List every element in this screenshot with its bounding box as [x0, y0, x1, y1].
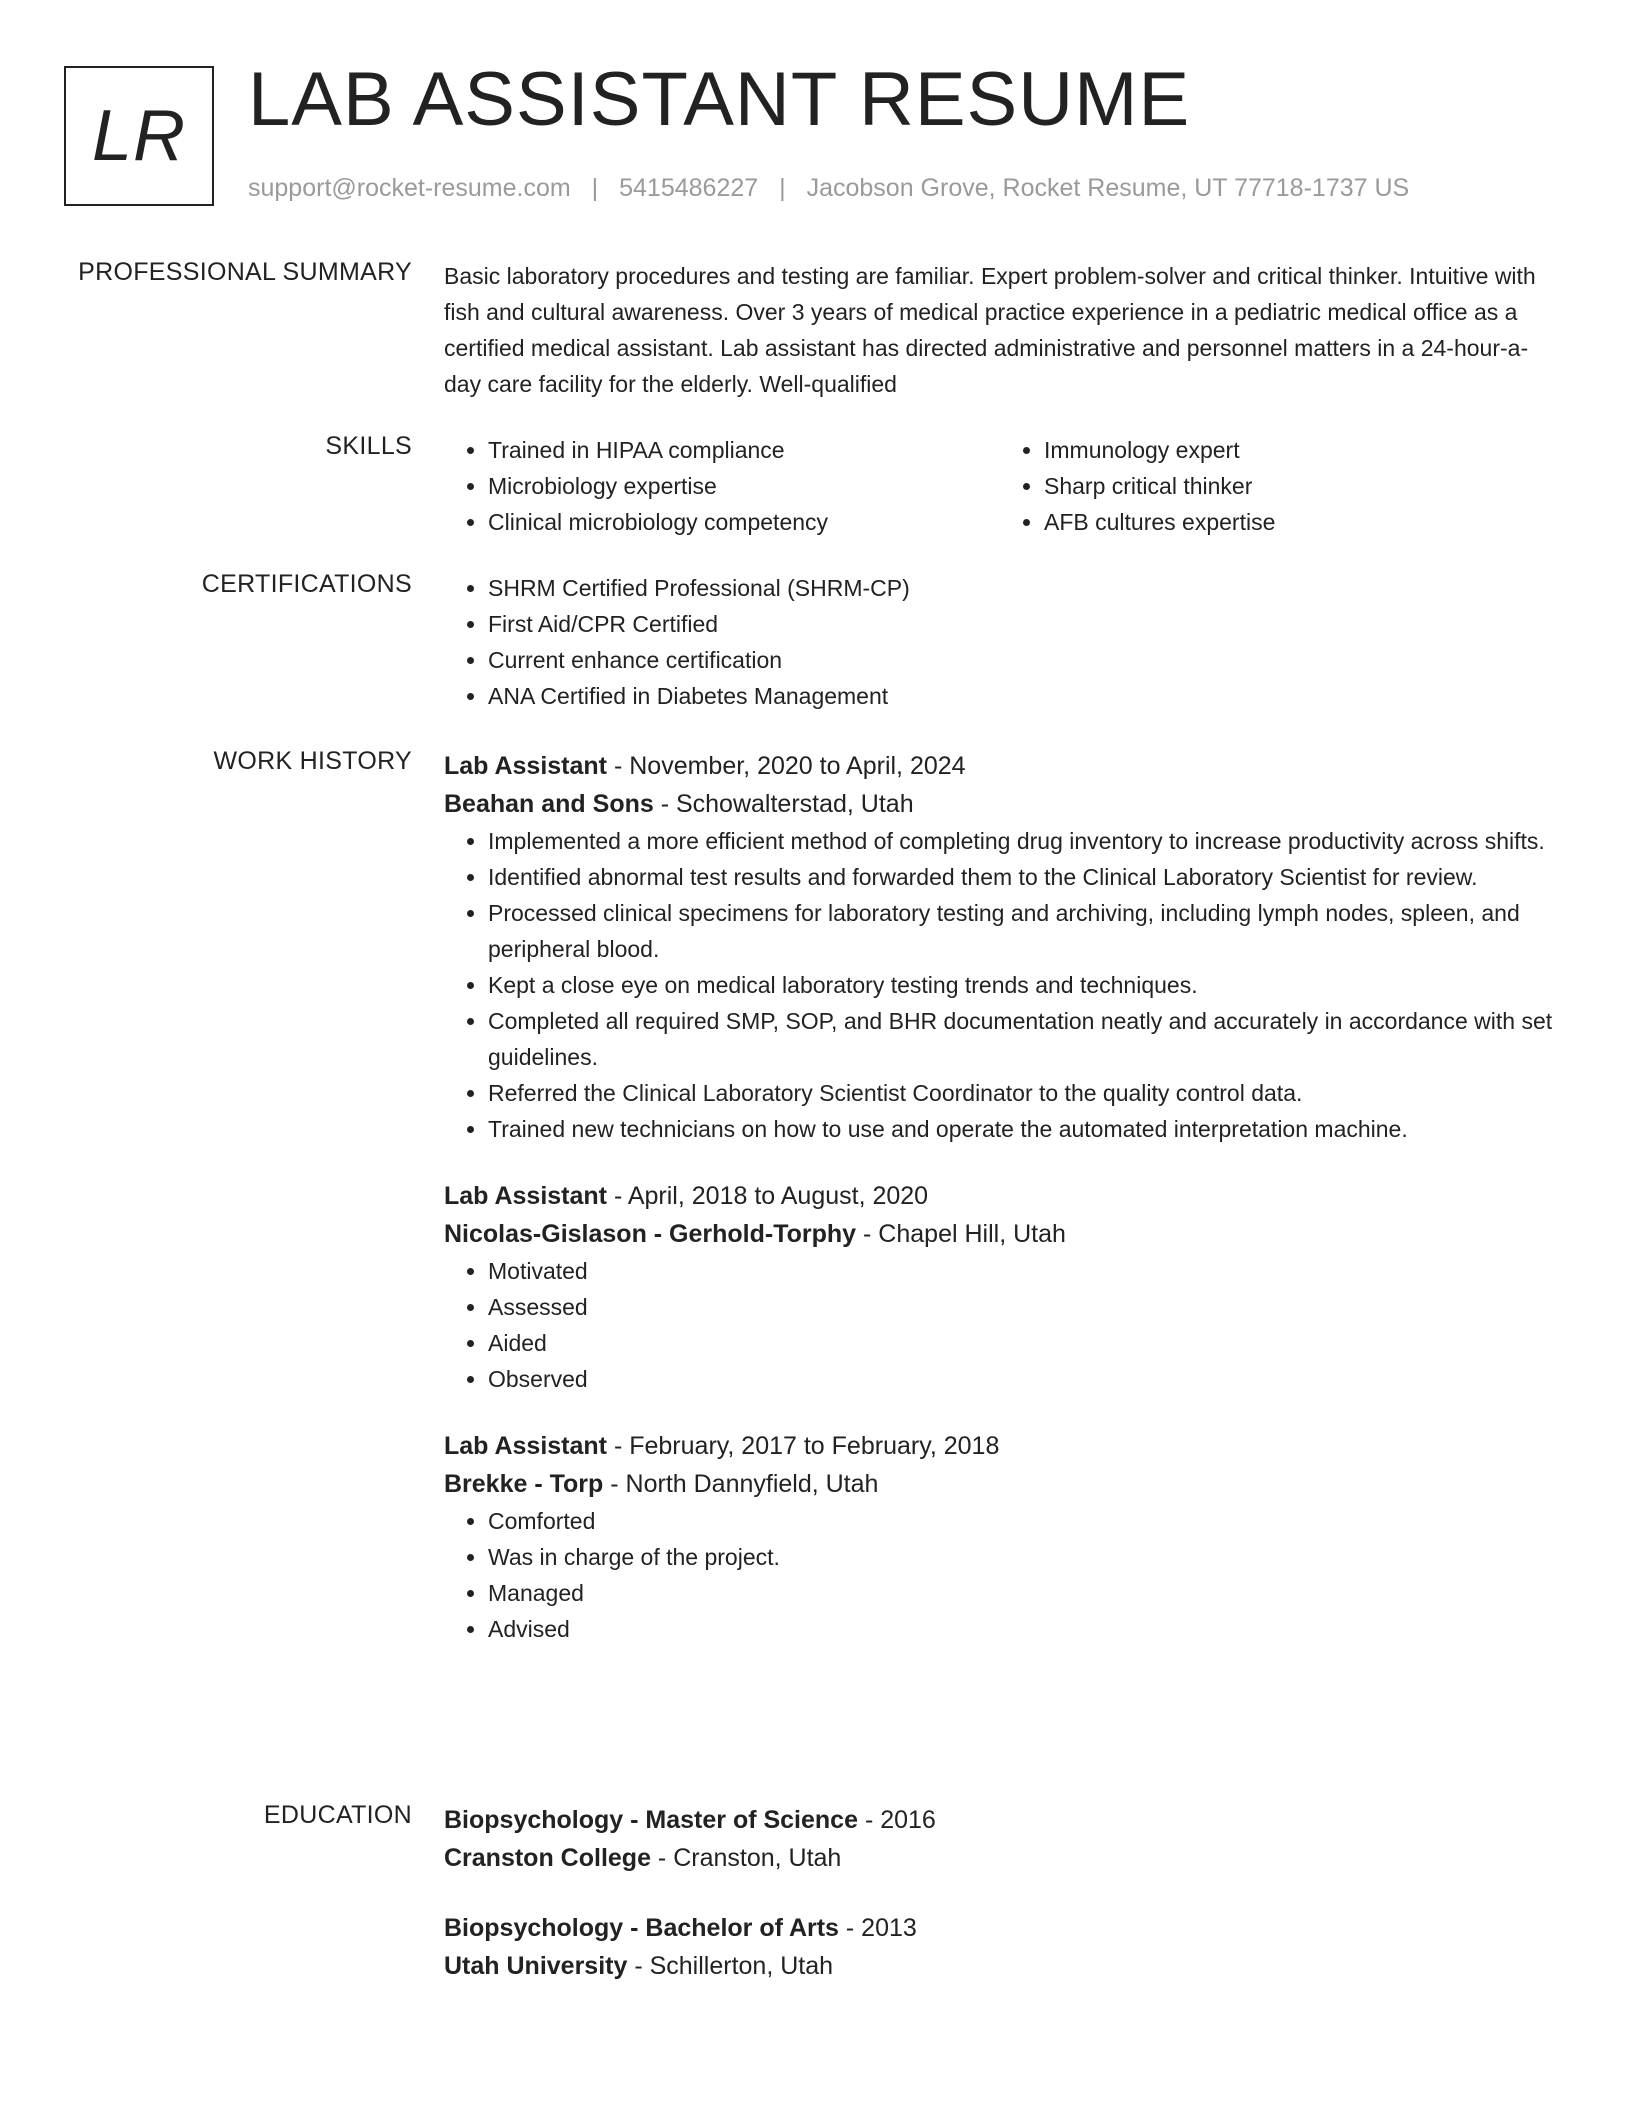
- contact-email[interactable]: support@rocket-resume.com: [248, 174, 571, 202]
- job-dates: - November, 2020 to April, 2024: [607, 752, 966, 780]
- job-duty: • Comforted: [488, 1503, 1556, 1539]
- education-school-line: [444, 1947, 1556, 1985]
- section-heading-education: EDUCATION: [263, 1801, 412, 1829]
- skills-list-right: [1000, 432, 1556, 540]
- skill-item: • Immunology expert: [1044, 432, 1556, 468]
- job-entry: [444, 1177, 1556, 1397]
- job-duty: • Motivated: [488, 1253, 1556, 1289]
- job-dates: - April, 2018 to August, 2020: [607, 1182, 929, 1210]
- certification-item: • SHRM Certified Professional (SHRM-CP): [488, 570, 1556, 606]
- education-school: Cranston College: [444, 1844, 651, 1872]
- job-duty: • Assessed: [488, 1289, 1556, 1325]
- education-school-line: [444, 1839, 1556, 1877]
- section-heading-certifications: CERTIFICATIONS: [201, 570, 412, 598]
- job-duty: • Was in charge of the project.: [488, 1539, 1556, 1575]
- job-company-line: [444, 785, 1556, 823]
- job-title-line: [444, 747, 1556, 785]
- job-location: - Schowalterstad, Utah: [653, 790, 914, 818]
- job-duty: • Processed clinical specimens for laboratory testing and archiving, including lymph nodes, spleen, and peripheral blood.: [488, 895, 1556, 967]
- skill-item: • Clinical microbiology competency: [488, 504, 1000, 540]
- job-duty: • Kept a close eye on medical laboratory testing trends and techniques.: [488, 967, 1556, 1003]
- contact-address: Jacobson Grove, Rocket Resume, UT 77718-1737 US: [806, 174, 1410, 202]
- education-entry: [444, 1801, 1556, 1877]
- summary-text: Basic laboratory procedures and testing are familiar. Expert problem-solver and critical thinker. Intuitive with fish and cultural awareness. Over 3 years of medical practice experience in a pediatric medical office as a certified medical assistant. Lab assistant has directed administrative and personnel matters in a 24-hour-a-day care facility for the elderly. Well-qualified: [444, 263, 1536, 397]
- contact-phone[interactable]: 5415486227: [619, 174, 759, 202]
- skill-item: • Trained in HIPAA compliance: [488, 432, 1000, 468]
- job-duty: • Managed: [488, 1575, 1556, 1611]
- job-duty: • Referred the Clinical Laboratory Scientist Coordinator to the quality control data.: [488, 1075, 1556, 1111]
- education-degree: Biopsychology - Master of Science: [444, 1806, 858, 1834]
- job-company-line: [444, 1215, 1556, 1253]
- education-year: - 2013: [838, 1914, 917, 1942]
- section-heading-work-history: WORK HISTORY: [213, 747, 412, 775]
- job-duties-list: [444, 1503, 1556, 1647]
- contact-separator: |: [779, 174, 786, 202]
- contact-separator: |: [591, 174, 599, 202]
- job-duty: • Identified abnormal test results and forwarded them to the Clinical Laboratory Scientist for review.: [488, 859, 1556, 895]
- job-duty: • Advised: [488, 1611, 1556, 1647]
- job-duty: • Aided: [488, 1325, 1556, 1361]
- certification-item: • ANA Certified in Diabetes Management: [488, 678, 1556, 714]
- skill-item: • AFB cultures expertise: [1044, 504, 1556, 540]
- job-title-line: [444, 1177, 1556, 1215]
- skill-item: • Microbiology expertise: [488, 468, 1000, 504]
- job-dates: - February, 2017 to February, 2018: [607, 1432, 1000, 1460]
- job-duties-list: [444, 823, 1556, 1147]
- skill-item: • Sharp critical thinker: [1044, 468, 1556, 504]
- job-title-line: [444, 1427, 1556, 1465]
- education-location: - Cranston, Utah: [650, 1844, 842, 1872]
- job-company-line: [444, 1465, 1556, 1503]
- certification-item: • Current enhance certification: [488, 642, 1556, 678]
- job-duty: • Implemented a more efficient method of completing drug inventory to increase productivity across shifts.: [488, 823, 1556, 859]
- monogram-initials: LR: [91, 96, 187, 176]
- job-entry: [444, 1427, 1556, 1647]
- skills-list-left: [444, 432, 1000, 540]
- job-duties-list: [444, 1253, 1556, 1397]
- education-entry: [444, 1909, 1556, 1985]
- section-heading-skills: SKILLS: [325, 432, 412, 460]
- job-location: - Chapel Hill, Utah: [856, 1220, 1066, 1248]
- job-title: Lab Assistant: [444, 1432, 608, 1460]
- education-degree: Biopsychology - Bachelor of Arts: [444, 1914, 839, 1942]
- section-heading-summary: PROFESSIONAL SUMMARY: [78, 258, 412, 286]
- certifications-list: [444, 570, 1556, 714]
- education-year: - 2016: [858, 1806, 936, 1834]
- education-degree-line: [444, 1909, 1556, 1947]
- job-duty: • Completed all required SMP, SOP, and BHR documentation neatly and accurately in accordance with set guidelines.: [488, 1003, 1556, 1075]
- job-title: Lab Assistant: [444, 1182, 608, 1210]
- job-title: Lab Assistant: [444, 752, 608, 780]
- contact-line: [248, 174, 1409, 203]
- job-company: Beahan and Sons: [444, 790, 654, 818]
- skills-columns: [444, 432, 1556, 540]
- job-company: Brekke - Torp: [444, 1470, 604, 1498]
- job-entry: [444, 747, 1556, 1147]
- job-duty: • Trained new technicians on how to use and operate the automated interpretation machine.: [488, 1111, 1556, 1147]
- resume-title: LAB ASSISTANT RESUME: [248, 57, 1191, 142]
- job-company: Nicolas-Gislason - Gerhold-Torphy: [444, 1220, 857, 1248]
- education-degree-line: [444, 1801, 1556, 1839]
- monogram-box: [64, 66, 214, 206]
- education-location: - Schillerton, Utah: [627, 1952, 834, 1980]
- job-duty: • Observed: [488, 1361, 1556, 1397]
- certification-item: • First Aid/CPR Certified: [488, 606, 1556, 642]
- job-location: - North Dannyfield, Utah: [603, 1470, 879, 1498]
- education-school: Utah University: [444, 1952, 628, 1980]
